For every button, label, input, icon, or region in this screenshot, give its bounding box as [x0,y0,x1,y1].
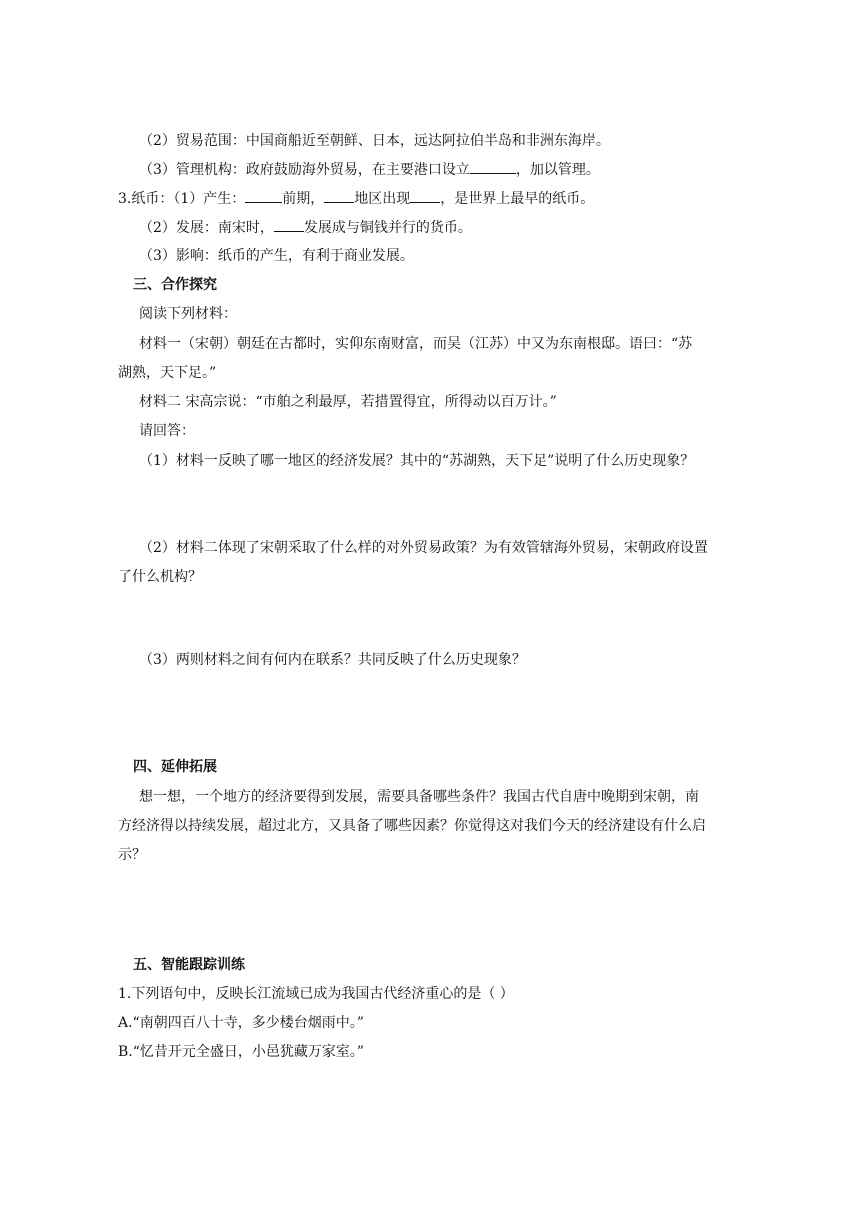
fill-blank [470,159,516,174]
line-text: 前期， [282,191,325,207]
section-heading: 三、合作探究 [133,277,217,293]
material-one-line: 湖熟，天下足。” [118,365,217,381]
material-one-line: 材料一（宋朝）朝廷在古都时，实仰东南财富，而吴（江苏）中又为东南根邸。语曰：“苏 [139,336,693,352]
question-line: 1.下列语句中，反映长江流域已成为我国古代经济重心的是（ ） [118,986,514,1002]
question-line: （3）两则材料之间有何内在联系？共同反映了什么历史现象？ [139,652,526,668]
paragraph-line: 方经济得以持续发展，超过北方，又具备了哪些因素？你觉得这对我们今天的经济建设有什么启 [118,818,706,834]
line-text: （2）发展：南宋时， [139,220,274,236]
section-heading: 四、延伸拓展 [133,759,217,775]
line-text: （3）管理机构：政府鼓励海外贸易，在主要港口设立 [139,162,470,178]
answer-option: A.“南朝四百八十寺，多少楼台烟雨中。” [118,1015,364,1031]
trade-scope-line: （2）贸易范围：中国商船近至朝鲜、日本，远达阿拉伯半岛和非洲东海岸。 [139,133,610,149]
line-text: ，加以管理。 [515,162,600,178]
paper-money-development-line [139,217,472,238]
fill-blank [324,188,354,203]
fill-blank [245,188,282,203]
question-line: （2）材料二体现了宋朝采取了什么样的对外贸易政策？为有效管辖海外贸易，宋朝政府设置 [139,540,708,556]
paragraph-line: 示？ [118,847,146,863]
section-intro: 阅读下列材料： [139,306,237,322]
answer-prompt: 请回答： [139,423,195,439]
material-two-line: 材料二 宋高宗说：“市舶之利最厚，若措置得宜，所得动以百万计。” [139,394,557,410]
line-text: 地区出现 [354,191,411,207]
question-line: 了什么机构？ [118,569,202,585]
paragraph-line: 想一想，一个地方的经济要得到发展，需要具备哪些条件？我国古代自唐中晚期到宋朝，南 [139,789,699,805]
fill-blank [274,217,304,232]
line-text: 发展成与铜钱并行的货币。 [303,220,472,236]
management-agency-line [139,159,600,180]
question-line: （1）材料一反映了哪一地区的经济发展？其中的“苏湖熟，天下足”说明了什么历史现象？ [139,453,695,469]
section-heading: 五、智能跟踪训练 [133,957,245,973]
line-text: 3.纸币：（1）产生： [118,191,246,207]
paper-money-origin-line [118,188,594,209]
line-text: ，是世界上最早的纸币。 [440,191,595,207]
answer-option: B.“忆昔开元全盛日，小邑犹藏万家室。” [118,1044,365,1060]
fill-blank [410,188,440,203]
paper-money-impact-line: （3）影响：纸币的产生，有利于商业发展。 [139,248,414,264]
